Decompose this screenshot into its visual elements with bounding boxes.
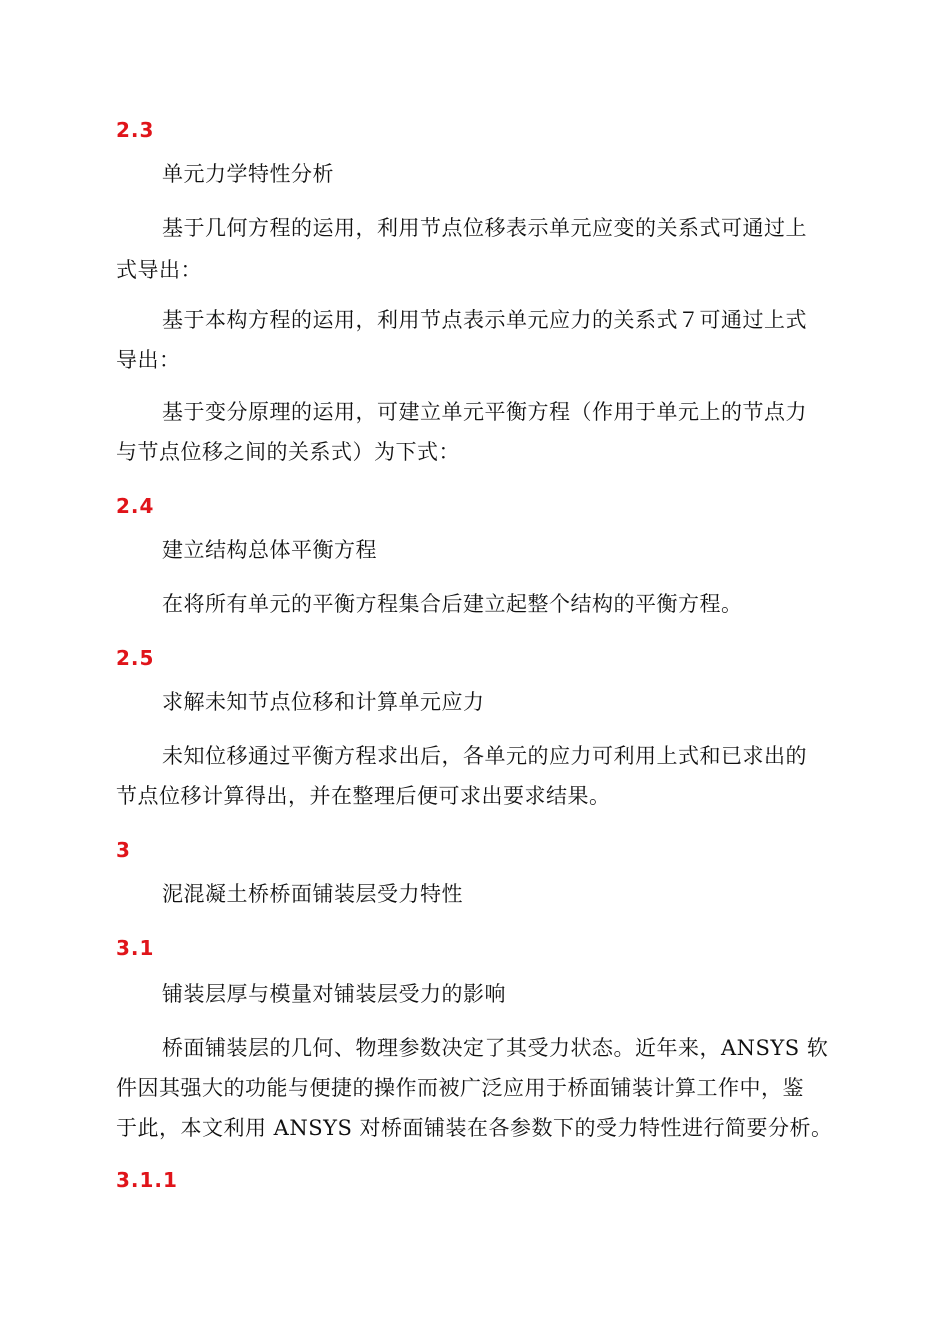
paragraph-line: 在将所有单元的平衡方程集合后建立起整个结构的平衡方程。 <box>162 592 743 616</box>
paragraph-line: 与节点位移之间的关系式）为下式： <box>116 440 460 464</box>
paragraph-line: 基于几何方程的运用，利用节点位移表示单元应变的关系式可通过上 <box>162 216 807 240</box>
paragraph-line: 导出： <box>116 348 181 372</box>
paragraph-line: 基于本构方程的运用，利用节点表示单元应力的关系式７可通过上式 <box>162 308 807 332</box>
paragraph-line: 于此，本文利用 ANSYS 对桥面铺装在各参数下的受力特性进行简要分析。 <box>116 1116 833 1140</box>
section-title-3-1: 铺装层厚与模量对铺装层受力的影响 <box>162 982 506 1006</box>
paragraph-line: 未知位移通过平衡方程求出后，各单元的应力可利用上式和已求出的 <box>162 744 807 768</box>
section-number-2-5: 2.5 <box>116 646 155 670</box>
paragraph-line: 桥面铺装层的几何、物理参数决定了其受力状态。近年来，ANSYS 软 <box>162 1036 829 1060</box>
paragraph-line: 基于变分原理的运用，可建立单元平衡方程（作用于单元上的节点力 <box>162 400 807 424</box>
section-number-3-1: 3.1 <box>116 936 155 960</box>
section-number-3: 3 <box>116 838 131 862</box>
section-title-2-3: 单元力学特性分析 <box>162 162 334 186</box>
section-title-2-4: 建立结构总体平衡方程 <box>162 538 377 562</box>
section-number-2-3: 2.3 <box>116 118 155 142</box>
section-title-2-5: 求解未知节点位移和计算单元应力 <box>162 690 485 714</box>
paragraph-line: 节点位移计算得出，并在整理后便可求出要求结果。 <box>116 784 611 808</box>
section-number-2-4: 2.4 <box>116 494 155 518</box>
section-title-3: 泥混凝土桥桥面铺装层受力特性 <box>162 882 463 906</box>
paragraph-line: 式导出： <box>116 258 202 282</box>
paragraph-line: 件因其强大的功能与便捷的操作而被广泛应用于桥面铺装计算工作中，鉴 <box>116 1076 804 1100</box>
section-number-3-1-1: 3.1.1 <box>116 1168 178 1192</box>
